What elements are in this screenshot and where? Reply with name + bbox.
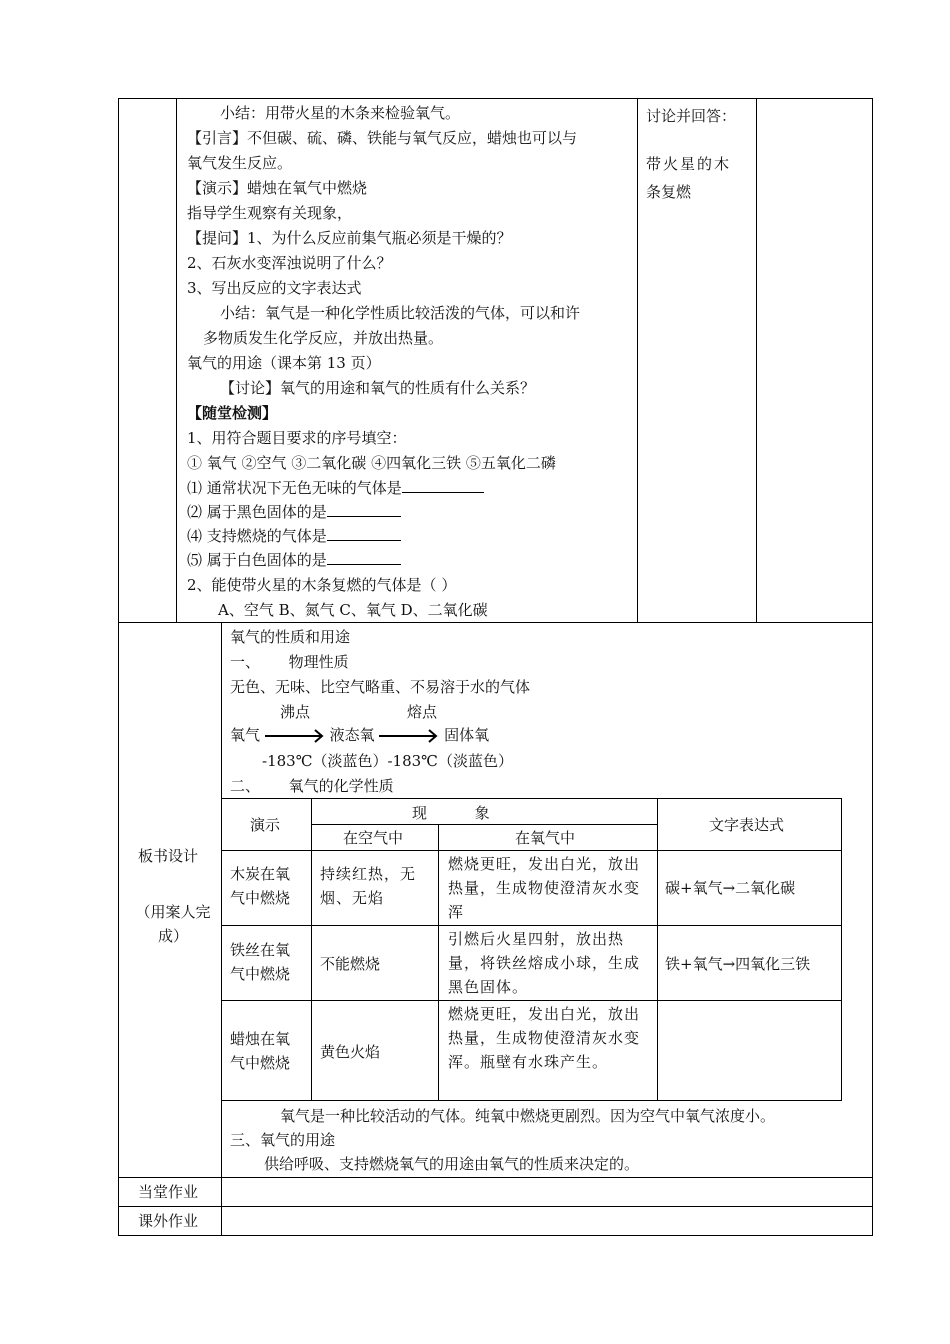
lesson-line: 2、石灰水变浑浊说明了什么？ — [187, 254, 392, 272]
header-demo: 演示 — [250, 816, 281, 834]
inner-table-border — [841, 798, 842, 1100]
class-homework-field[interactable] — [222, 1178, 872, 1206]
student-line: 条复燃 — [646, 183, 692, 201]
after-class-homework-label: 课外作业 — [138, 1212, 199, 1230]
answer-blank[interactable] — [327, 524, 401, 541]
board-design-label: 板书设计 — [138, 847, 199, 865]
table-cell-air: 持续红热，无烟、无焰 — [320, 865, 417, 907]
quiz-item — [187, 548, 401, 572]
board-design-sublabel: （用案人完成） — [135, 903, 211, 945]
table-cell-oxygen: 燃烧更旺，发出白光，放出热量，生成物使澄清灰水变浑。瓶壁有水珠产生。 — [448, 1005, 641, 1071]
table-cell-expression: 铁+氧气→四氧化三铁 — [665, 955, 811, 973]
table-cell-demo: 木炭在氧气中燃烧 — [230, 865, 291, 907]
class-homework-label: 当堂作业 — [138, 1183, 199, 1201]
quiz-item — [187, 500, 401, 524]
state-change-row — [230, 723, 489, 747]
header-in-air: 在空气中 — [343, 829, 404, 847]
col-divider-2 — [637, 98, 638, 622]
board-col-divider — [221, 622, 222, 1235]
lesson-line: 氧气的用途（课本第 13 页） — [187, 354, 381, 372]
inner-col-line — [311, 798, 312, 1100]
state-gas: 氧气 — [230, 726, 261, 744]
quiz-item-text: ⑸ 属于白色固体的是 — [187, 551, 327, 569]
lesson-line: 【讨论】氧气的用途和氧气的性质有什么关系？ — [220, 379, 536, 397]
table-top-border — [118, 98, 873, 99]
header-word-equation: 文字表达式 — [709, 816, 785, 834]
answer-blank[interactable] — [402, 476, 484, 493]
uses-description: 供给呼吸、支持燃烧氧气的用途由氧气的性质来决定的。 — [264, 1155, 640, 1173]
lesson-line: ① 氧气 ②空气 ③二氧化碳 ④四氧化三铁 ⑤五氧化二磷 — [187, 454, 556, 472]
inner-col-line — [438, 824, 439, 1100]
quiz-item — [187, 476, 484, 500]
col-divider-1 — [176, 98, 177, 622]
row-divider-board — [118, 622, 873, 623]
lesson-line: 多物质发生化学反应，并放出热量。 — [203, 329, 444, 347]
inner-table-border — [221, 1100, 842, 1101]
lesson-line: 【演示】蜡烛在氧气中燃烧 — [187, 179, 368, 197]
answer-blank[interactable] — [327, 548, 401, 565]
lesson-line: 指导学生观察有关现象， — [187, 204, 353, 222]
inner-row-line — [221, 1000, 842, 1001]
lesson-line: 3、写出反应的文字表达式 — [187, 279, 362, 297]
lesson-line: A、空气 B、氮气 C、氧气 D、二氧化碳 — [218, 601, 488, 619]
quiz-item-text: ⑴ 通常状况下无色无味的气体是 — [187, 479, 402, 497]
header-phenomenon: 现 象 — [412, 804, 490, 822]
table-cell-expression: 碳+氧气→二氧化碳 — [665, 879, 796, 897]
table-cell-air: 不能燃烧 — [320, 955, 381, 973]
col-divider-3 — [756, 98, 757, 622]
lesson-line: 小结：用带火星的木条来检验氧气。 — [220, 104, 461, 122]
lesson-line: 2、能使带火星的木条复燃的气体是（ ） — [187, 576, 457, 594]
quiz-item — [187, 524, 401, 548]
state-solid: 固体氧 — [444, 726, 490, 744]
state-temps: -183℃（淡蓝色）-183℃（淡蓝色） — [262, 752, 513, 770]
lesson-line: 【提问】1、为什么反应前集气瓶必须是干燥的？ — [187, 229, 512, 247]
section-chemical: 二、 氧气的化学性质 — [230, 777, 394, 795]
section-uses: 三、氧气的用途 — [230, 1131, 336, 1149]
state-liquid: 液态氧 — [329, 726, 375, 744]
inner-table-border — [221, 798, 842, 799]
inner-row-line — [221, 850, 842, 851]
boiling-point-label: 沸点 — [280, 703, 311, 721]
quiz-item-text: ⑵ 属于黑色固体的是 — [187, 503, 327, 521]
table-cell-oxygen: 燃烧更旺，发出白光，放出热量，生成物使澄清灰水变浑 — [448, 855, 641, 921]
board-summary: 氧气是一种比较活动的气体。纯氧中燃烧更剧烈。因为空气中氧气浓度小。 — [280, 1107, 776, 1125]
inner-row-line — [221, 925, 842, 926]
table-cell-demo: 蜡烛在氧气中燃烧 — [230, 1030, 291, 1072]
lesson-line: 小结：氧气是一种化学性质比较活泼的气体，可以和许 — [220, 304, 581, 322]
table-cell-oxygen: 引燃后火星四射，放出热量，将铁丝熔成小球，生成黑色固体。 — [448, 930, 641, 996]
quiz-item-text: ⑷ 支持燃烧的气体是 — [187, 527, 327, 545]
student-line: 带火星的木 — [646, 155, 732, 173]
header-in-oxygen: 在氧气中 — [515, 829, 576, 847]
table-cell-demo: 铁丝在氧气中燃烧 — [230, 941, 291, 983]
lesson-line: 【随堂检测】 — [187, 404, 278, 422]
table-bottom-border — [118, 1235, 873, 1236]
table-left-border — [118, 98, 119, 1236]
physical-description: 无色、无味、比空气略重、不易溶于水的气体 — [230, 678, 531, 696]
section-physical: 一、 物理性质 — [230, 653, 349, 671]
lesson-line: 1、用符合题目要求的序号填空： — [187, 429, 407, 447]
after-class-homework-field[interactable] — [222, 1207, 872, 1235]
lesson-line: 【引言】不但碳、硫、磷、铁能与氧气反应，蜡烛也可以与 — [187, 129, 578, 147]
right-arrow-icon — [379, 729, 439, 743]
student-line: 讨论并回答： — [646, 107, 737, 125]
table-cell-air: 黄色火焰 — [320, 1043, 381, 1061]
table-right-border — [872, 98, 873, 1236]
answer-blank[interactable] — [327, 500, 401, 517]
melting-point-label: 熔点 — [407, 703, 438, 721]
lesson-line: 氧气发生反应。 — [187, 154, 293, 172]
board-title: 氧气的性质和用途 — [230, 628, 351, 646]
inner-col-line — [657, 798, 658, 1100]
right-arrow-icon — [265, 729, 325, 743]
